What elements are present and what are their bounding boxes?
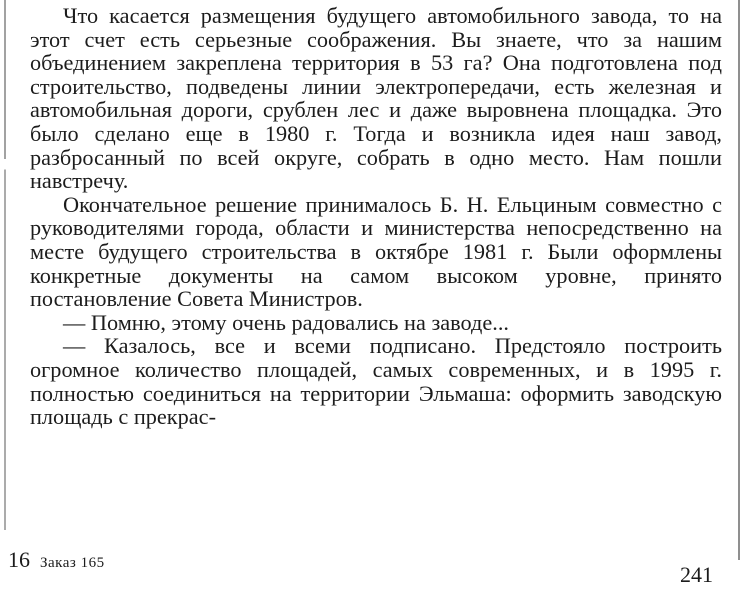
printer-signature	[8, 547, 105, 573]
left-margin-rule	[4, 0, 6, 530]
right-margin-rule	[738, 0, 740, 560]
paragraph-3: — Помню, этому очень радовались на заводе...	[63, 309, 509, 335]
page-number: 241	[680, 562, 713, 587]
paragraph-4: — Казалось, все и всеми подписано. Предстояло построить огромное количество площадей, самых современных, и в 1995 г. полностью соединиться на территории Эльмаша: оформить заводскую площадь с прекрас-	[30, 333, 722, 430]
body-text	[30, 4, 722, 429]
paragraph-1: Что касается размещения будущего автомобильного завода, то на этот счет есть серьезные соображения. Вы знаете, что за нашим объединением закреплена территория в 53 га? Она подготовлена под строительство, подведены линии электропередачи, есть железная и автомобильная дороги, срублен лес и даже выровнена площадка. Это было сделано еще в 1980 г. Тогда и возникла идея наш завод, разбросанный по всей округе, собрать в одно место. Нам пошли навстречу.	[30, 3, 722, 194]
paragraph-2: Окончательное решение принималось Б. Н. Ельциным совместно с руководителями города, области и министерства непосредственно на месте будущего строительства в октябре 1981 г. Были оформлены конкретные документы на самом высоком уровне, принято постановление Совета Министров.	[30, 191, 722, 312]
signature-number: 16	[8, 547, 30, 572]
order-label: Заказ 165	[40, 555, 105, 571]
